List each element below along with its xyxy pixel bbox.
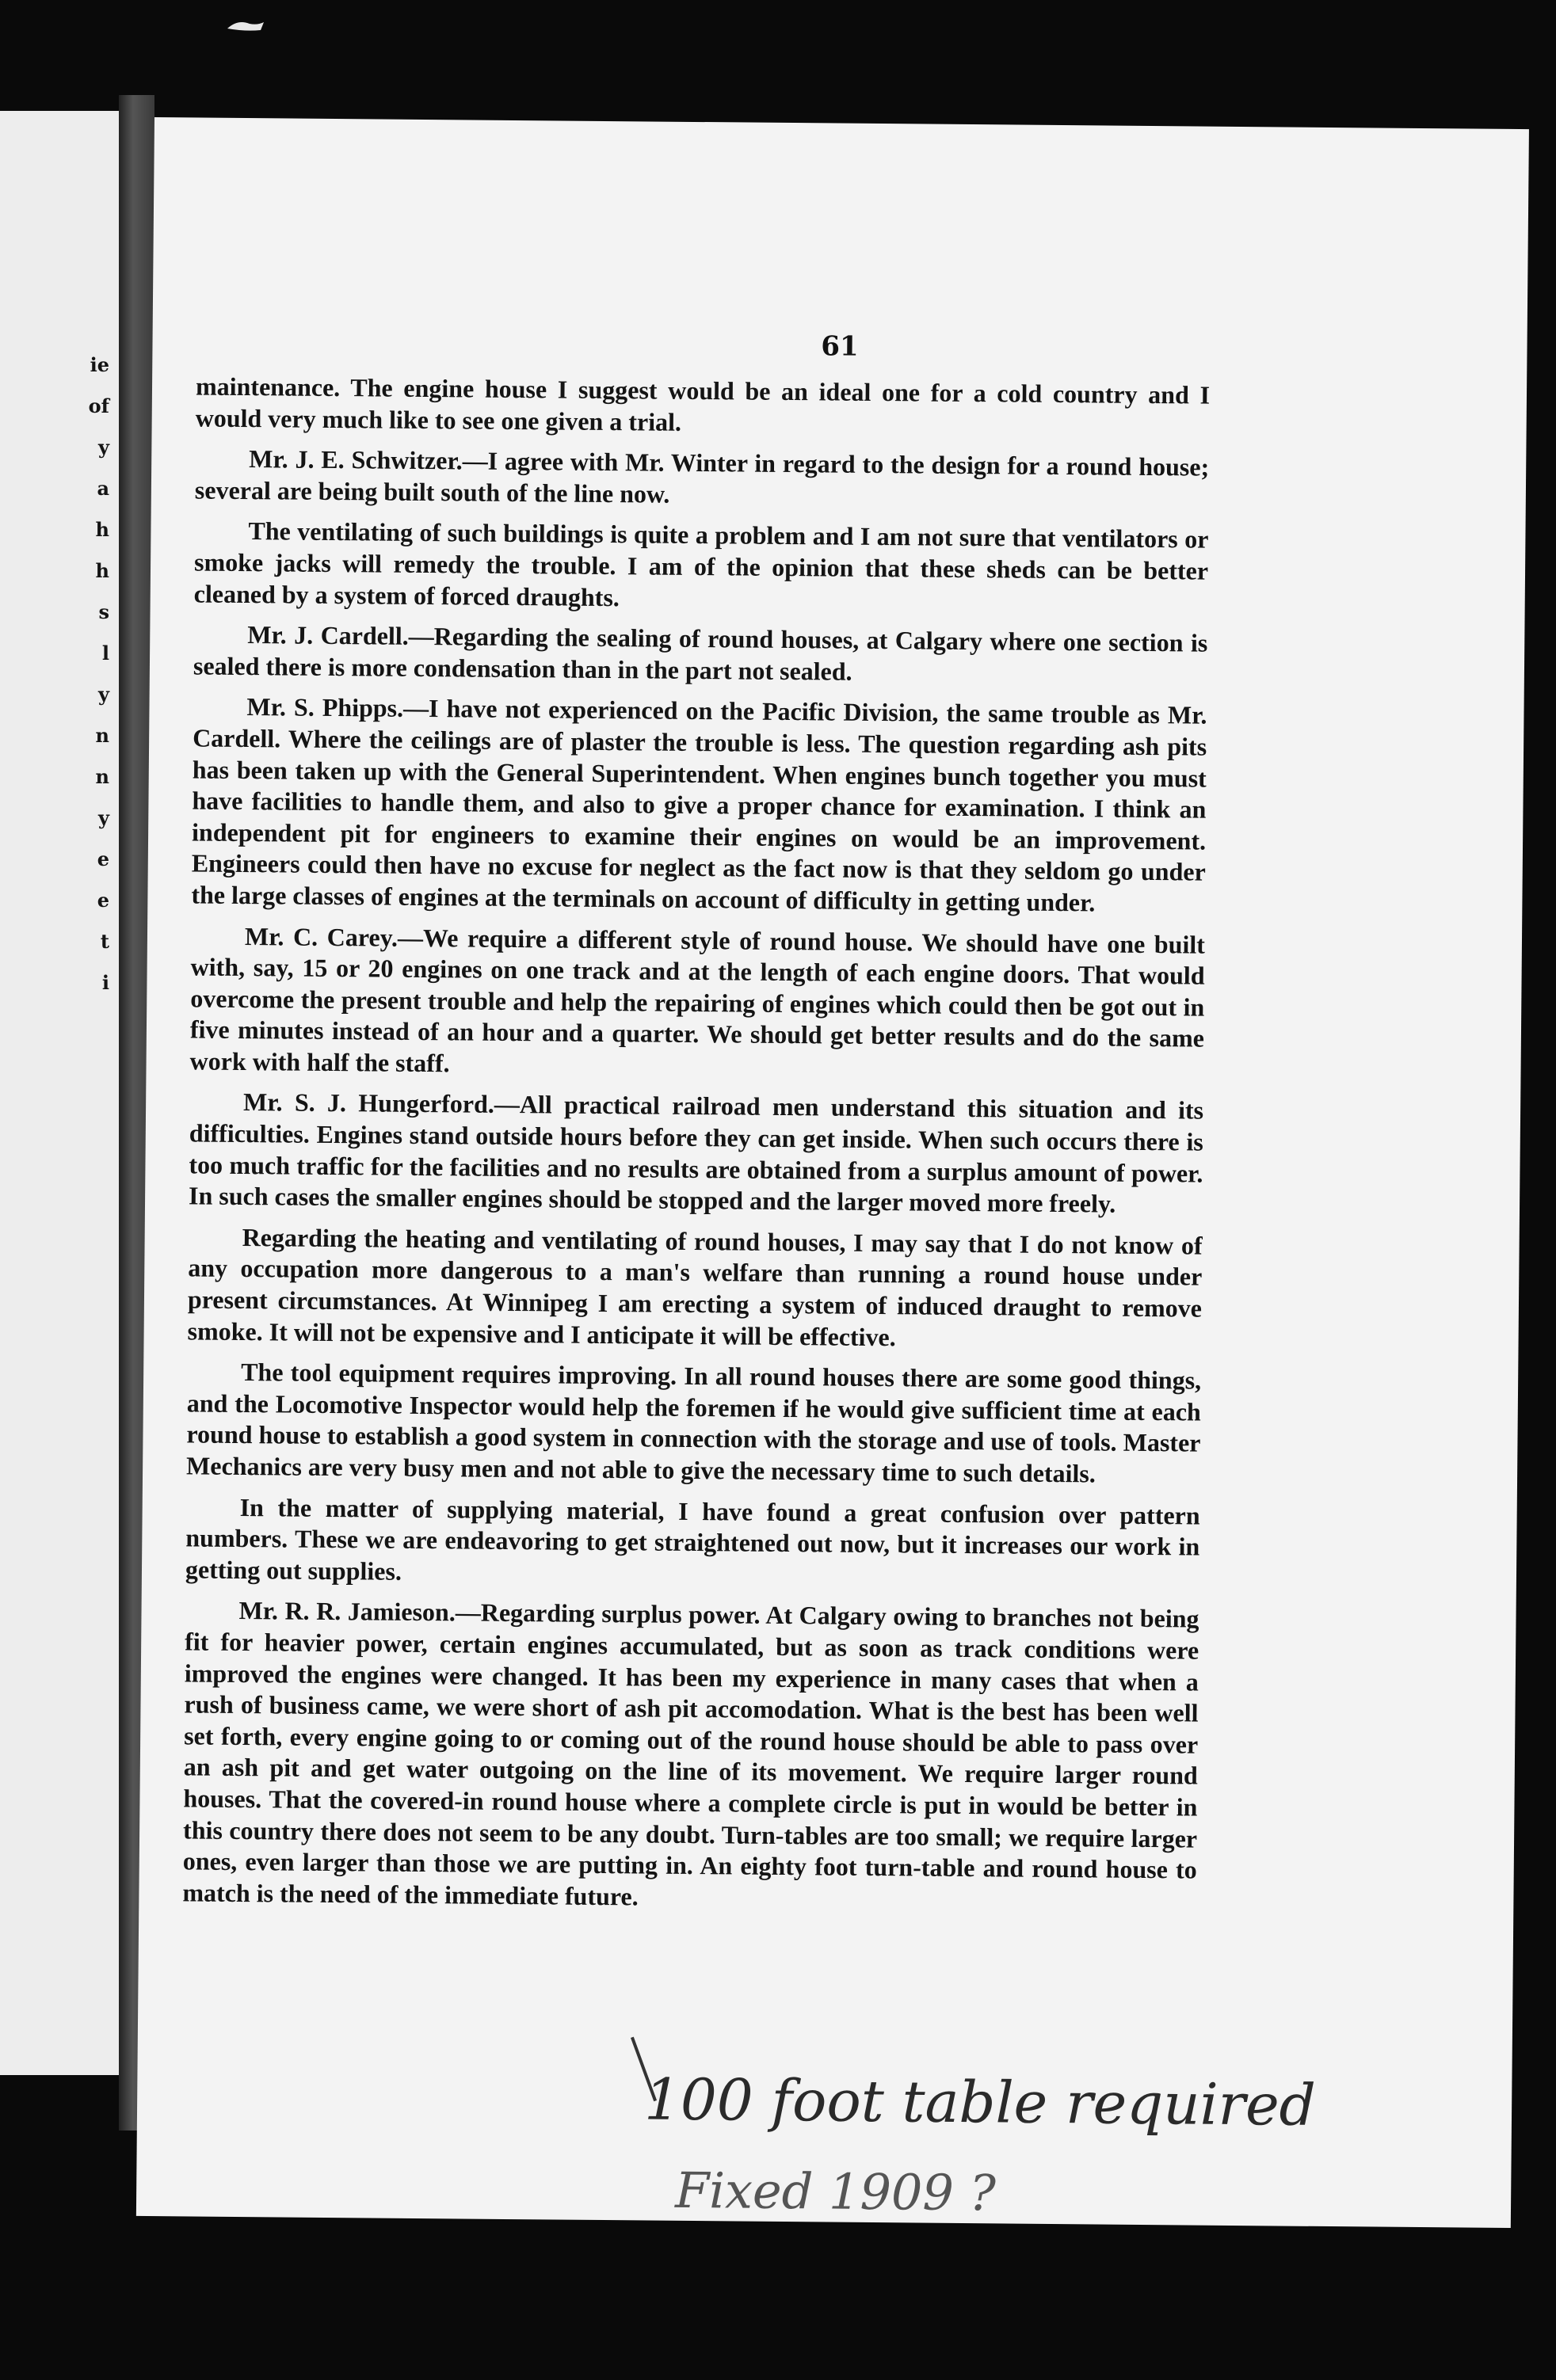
left-margin-fragment: n [95,765,109,788]
left-margin-fragment: e [97,847,109,870]
left-margin-fragment: y [98,436,109,459]
left-margin-fragment: ie [90,353,109,376]
paragraph: Mr. S. J. Hungerford.—All practical railroad men understand this situation and its difficulties. Engines stand outside hours before they can get inside. When such occurs there is too much traffic for the facilities and no results are obtained from a surplus amount of power. In such cases the smaller engines should be stopped and the larger moved more freely. [188,1087,1204,1218]
paragraph: Mr. C. Carey.—We require a different style of round house. We should have one built with, say, 15 or 20 engines on one track and at the length of each engine doors. That would overcome the present trouble and help the repairing of engines which could then be got out in five minutes instead of an hour and a quarter. We should get better results and do the same work with half the staff. [189,921,1206,1078]
left-margin-fragment: l [101,642,109,664]
document-page [136,117,1529,2228]
left-page-margin-text [62,345,109,1003]
paragraph: Mr. J. E. Schwitzer.—I agree with Mr. Winter in regard to the design for a round house; several are being built south of the line now. [194,444,1210,508]
left-margin-fragment: e [97,889,109,912]
left-page-edge [0,111,119,2075]
left-margin-fragment: of [88,394,109,417]
paragraph: Mr. S. Phipps.—I have not experienced on the Pacific Division, the same trouble as Mr. Cardell. Where the ceilings are of plaster the trouble is less. The question regarding ash pits has been taken up with the General Superintendent. When engines bunch together you must have facilities to handle them, and also to give a proper chance for examination. I think an independent pit for engineers to examine their engines on would be an improvement. Engineers could then have no excuse for neglect as the fact now is that they seldom go under the large classes of engines at the terminals on account of difficulty in getting under. [191,692,1207,917]
paragraph: In the matter of supplying material, I have found a great confusion over pattern numbers. These we are endeavoring to get straightened out now, but it increases our work in getting out supplies. [185,1492,1200,1586]
paragraph: The ventilating of such buildings is quite a problem and I am not sure that ventilators or smoke jacks will remedy the trouble. I am of the opinion that these sheds can be better cleaned by a system of forced draughts. [193,516,1209,611]
left-margin-fragment: y [98,806,109,829]
paragraph: Regarding the heating and ventilating of round houses, I may say that I do not know of any occupation more dangerous to a man's welfare than running a round house under present circumstances. At Winnipeg I am erecting a system of induced draught to remove smoke. It will not be expensive and I anticipate it will be effective. [187,1222,1203,1351]
handwritten-annotation [516,2065,1317,2309]
left-margin-fragment: s [98,600,109,623]
left-margin-fragment: t [100,930,109,953]
paragraph: The tool equipment requires improving. In all round houses there are some good things, and the Locomotive Inspector would help the foremen if he would give sufficient time at each round house to establish a good system in connection with the storage and use of tools. Master Mechanics are very busy men and not able to give the necessary time to such details. [185,1358,1202,1488]
page-number: 61 [821,330,859,363]
left-margin-fragment: h [95,518,109,541]
handwritten-note-line2: Fixed 1909 ? [674,2161,997,2222]
paragraph: Mr. R. R. Jamieson.—Regarding surplus power. At Calgary owing to branches not being fit for heavier power, certain engines accumulated, but as soon as track conditions were improved the engines were changed. It has been my experience in many cases that when a rush of business came, we were short of ash pit accomodation. What is the best has been well set forth, every engine going to or coming out of the round house should be able to pass over an ash pit and get water outgoing on the line of its movement. We require larger round houses. That the covered-in round house where a complete circle is put in would be better in this country there does not seem to be any doubt. Turn-tables are too small; we require larger ones, even larger than those we are putting in. An eighty foot turn-table and round house to match is the need of the immediate future. [182,1596,1199,1911]
paragraph: maintenance. The engine house I suggest would be an ideal one for a cold country and I would very much like to see one given a trial. [195,371,1211,436]
body-text [182,371,1210,1926]
left-margin-fragment: i [101,971,109,994]
left-margin-fragment: n [95,724,109,747]
top-speck-mark [226,17,265,33]
left-margin-fragment: y [98,683,109,706]
left-margin-fragment: a [97,477,109,500]
paragraph: Mr. J. Cardell.—Regarding the sealing of round houses, at Calgary where one section is sealed there is more condensation than in the part not sealed. [193,620,1208,686]
left-margin-fragment: h [95,559,109,582]
handwritten-note-line1: 100 foot table required [643,2066,1317,2138]
